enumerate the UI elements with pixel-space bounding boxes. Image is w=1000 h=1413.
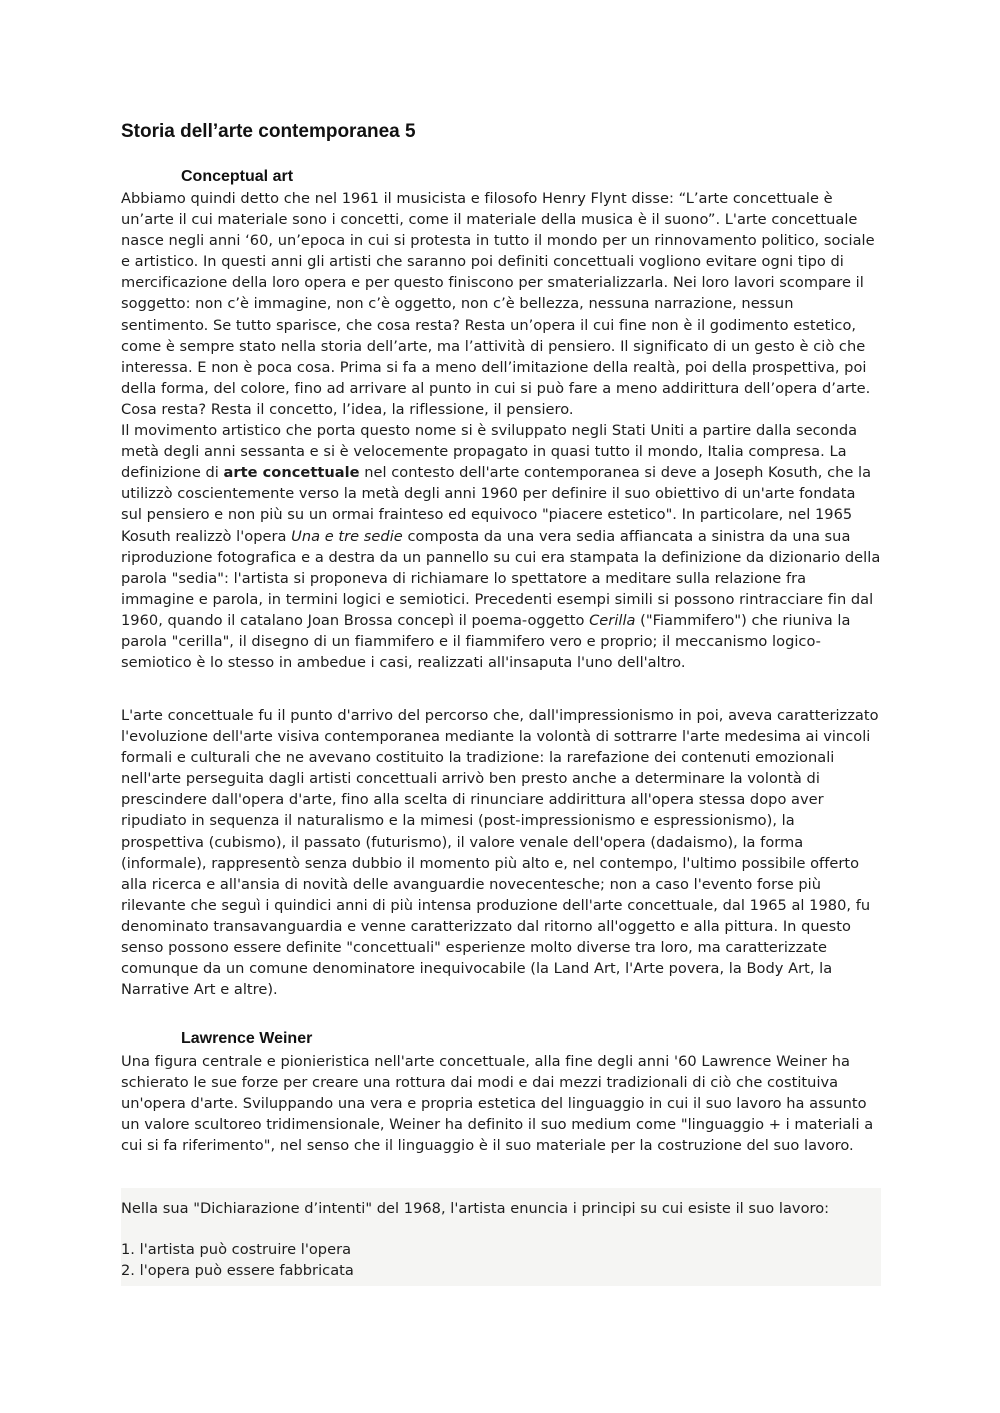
paragraph-text bbox=[121, 420, 881, 673]
paragraph-conceptual-art-evolution bbox=[121, 705, 881, 1000]
artwork-title: Una e tre sedie bbox=[291, 527, 403, 545]
principles-list bbox=[121, 1239, 881, 1281]
list-item: 1. l'artista può costruire l'opera bbox=[121, 1241, 352, 1258]
page-title: Storia dell’arte contemporanea 5 bbox=[121, 121, 416, 142]
list-item: 2. l'opera può essere fabbricata bbox=[121, 1262, 354, 1280]
section-heading-lawrence-weiner: Lawrence Weiner bbox=[181, 1030, 313, 1047]
paragraph-declaration bbox=[121, 1198, 881, 1219]
paragraph-weiner-intro bbox=[121, 1051, 881, 1156]
text-run: composta da una vera sedia affiancata a sinistra da una sua riproduzione fotografica e a destra da un pannello su cui era stampata la definizione da dizionario della parola "sedia": l'artista si proponeva di richiamare lo spettatore a meditare sulla relazione fra immagine e parola, in termini logici e semiotici. Precedenti esempi simili si possono rintracciare fin dal 1960, quando il catalano Joan Brossa concepì il poema-oggetto bbox=[121, 527, 881, 629]
text-run: nel contesto dell'arte contemporanea si deve a Joseph Kosuth, che la utilizzò coscientemente verso la metà degli anni 1960 per definire il suo obiettivo di un'arte fondata sul pensiero e non più su un ormai frainteso ed equivoco "piacere estetico". In particolare, nel 1965 Kosuth realizzò l'opera bbox=[121, 464, 872, 545]
paragraph-intro bbox=[121, 188, 881, 673]
paragraph-text: Abbiamo quindi detto che nel 1961 il musicista e filosofo Henry Flynt disse: “L’arte concettuale è un’arte il cui materiale sono i concetti, come il materiale della musica è il suono”. L'arte concettuale nasce negli anni ‘60, un’epoca in cui si protesta in tutto il mondo per un rinnovamento politico, sociale e artistico. In questi anni gli artisti che saranno poi definiti concettuali vogliono evitare ogni tipo di mercificazione della loro opera e per questo finiscono per smaterializzarla. Nei loro lavori scompare il soggetto: non c’è immagine, non c’è oggetto, non c’è bellezza, nessuna narrazione, nessun sentimento. Se tutto sparisce, che cosa resta? Resta un’opera il cui fine non è il godimento estetico, come è sempre stato nella storia dell’arte, ma l’attività di pensiero. Il significato di un gesto è ciò che interessa. E non è poca cosa. Prima si fa a meno dell’imitazione della realtà, poi della prospettiva, poi della forma, del colore, fino ad arrivare al punto in cui si può fare a meno addirittura dell’opera d’arte. Cosa resta? Resta il concetto, l’idea, la riflessione, il pensiero. bbox=[121, 190, 875, 418]
bold-term: arte concettuale bbox=[223, 464, 360, 482]
text-run: ("Fiammifero") che riuniva la parola "cerilla", il disegno di un fiammifero e il fiammifero vero e proprio; il meccanismo logico-semiotico è lo stesso in ambedue i casi, realizzati all'insaputa l'uno dell'altro. bbox=[121, 611, 851, 672]
artwork-title: Cerilla bbox=[589, 611, 636, 629]
paragraph-text: Una figura centrale e pionieristica nell'arte concettuale, alla fine degli anni '60 Lawrence Weiner ha schierato le sue forze per creare una rottura dai modi e dai mezzi tradizionali di ciò che costituiva un'opera d'arte. Sviluppando una vera e propria estetica del linguaggio in cui il suo lavoro ha assunto un valore scultoreo tridimensionale, Weiner ha definito il suo medium come "linguaggio + i materiali a cui si fa riferimento", nel senso che il linguaggio è il suo materiale per la costruzione del suo lavoro. bbox=[121, 1053, 874, 1155]
paragraph-text: Nella sua "Dichiarazione d’intenti" del 1968, l'artista enuncia i principi su cui esiste il suo lavoro: bbox=[121, 1200, 830, 1217]
text-run: Il movimento artistico che porta questo nome si è sviluppato negli Stati Uniti a partire dalla seconda metà degli anni sessanta e si è velocemente propagato in quasi tutto il mondo, Italia compresa. La definizione di bbox=[121, 422, 858, 482]
section-heading-conceptual-art: Conceptual art bbox=[181, 168, 294, 185]
paragraph-text: L'arte concettuale fu il punto d'arrivo del percorso che, dall'impressionismo in poi, aveva caratterizzato l'evoluzione dell'arte visiva contemporanea mediante la volontà di sottrarre l'arte medesima ai vincoli formali e culturali che ne avevano costituito la tradizione: la rarefazione dei contenuti emozionali nell'arte perseguita dagli artisti concettuali arrivò ben presto anche a determinare la volontà di prescindere dall'opera d'arte, fino alla scelta di rinunciare addirittura all'opera stessa dopo aver ripudiato in sequenza il naturalismo e la mimesi (post-impressionismo e espressionismo), la prospettiva (cubismo), il passato (futurismo), il valore venale dell'opera (dadaismo), la forma (informale), rappresentò senza dubbio il momento più alto e, nel contempo, l'ultimo possibile offerto alla ricerca e all'ansia di novità delle avanguardie novecentesche; non a caso l'evento forse più rilevante che seguì i quindici anni di più intensa produzione dell'arte concettuale, dal 1965 al 1980, fu denominato transavanguardia e venne caratterizzato dal ritorno all'oggetto e alla pittura. In questo senso possono essere definite "concettuali" esperienze molto diverse tra loro, ma caratterizzate comunque da un comune denominatore inequivocabile (la Land Art, l'Arte povera, la Body Art, la Narrative Art e altre). bbox=[121, 707, 879, 999]
